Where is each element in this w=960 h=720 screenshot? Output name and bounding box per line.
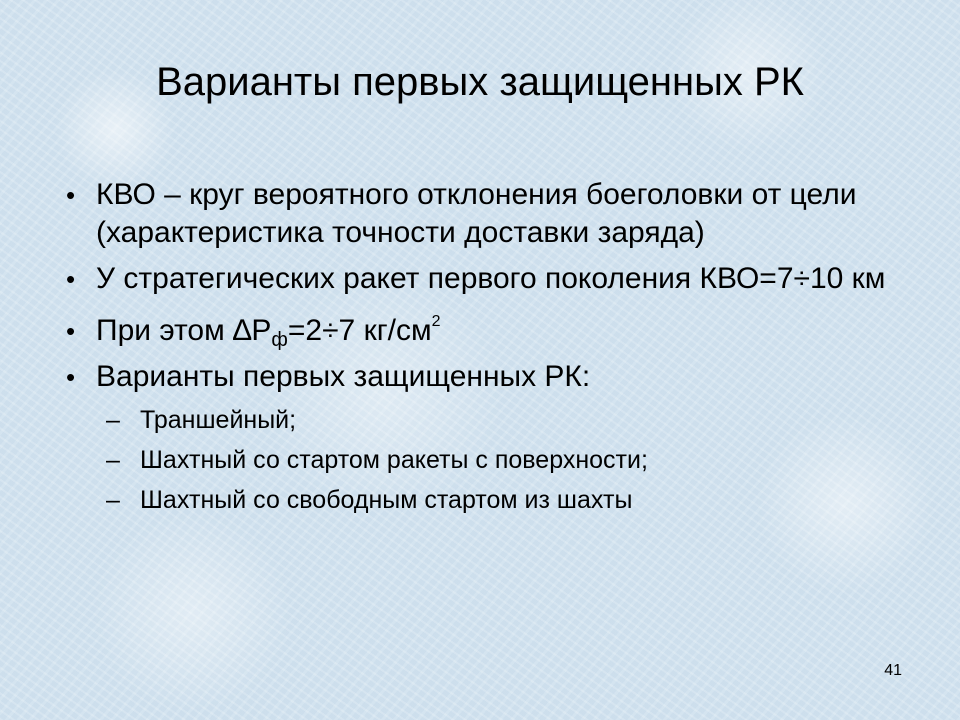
- bullet-text: КВО – круг вероятного отклонения боеголовки от цели (характеристика точности доставки заряда): [96, 178, 857, 249]
- formula-prefix: При этом: [96, 314, 234, 347]
- bullet-text: Варианты первых защищенных РК:: [96, 360, 591, 393]
- unit-superscript: 2: [431, 313, 441, 330]
- bullet-marker: •: [66, 316, 76, 346]
- bullet-marker: •: [66, 180, 76, 210]
- pressure-value: =2÷7 кг/см: [287, 314, 432, 347]
- sub-item-text: Траншейный;: [140, 406, 297, 434]
- pressure-symbol: Р: [251, 314, 272, 347]
- delta-symbol: ∆: [233, 314, 252, 347]
- bullet-kvo-definition: [60, 176, 920, 252]
- sub-item-trench: [60, 404, 920, 436]
- slide-title: Варианты первых защищенных РК: [156, 60, 804, 104]
- sub-item-silo-free-launch: [60, 484, 920, 516]
- bullet-text: У стратегических ракет первого поколения КВО=7÷10 км: [96, 262, 886, 295]
- bullet-marker: •: [66, 362, 76, 392]
- sub-item-text: Шахтный со свободным стартом из шахты: [140, 486, 633, 514]
- bullet-list: [60, 176, 920, 522]
- dash-marker: –: [106, 486, 120, 514]
- sub-item-text: Шахтный со стартом ракеты с поверхности;: [140, 446, 648, 474]
- bullet-kvo-value: [60, 260, 920, 298]
- sub-item-silo-surface-launch: [60, 444, 920, 476]
- variants-sub-list: [60, 404, 920, 516]
- bullet-variants-heading: [60, 358, 920, 396]
- page-number: 41: [884, 662, 902, 679]
- dash-marker: –: [106, 406, 120, 434]
- bullet-marker: •: [66, 264, 76, 294]
- dash-marker: –: [106, 446, 120, 474]
- bullet-pressure-formula: [60, 312, 920, 350]
- pressure-subscript: ф: [271, 329, 288, 351]
